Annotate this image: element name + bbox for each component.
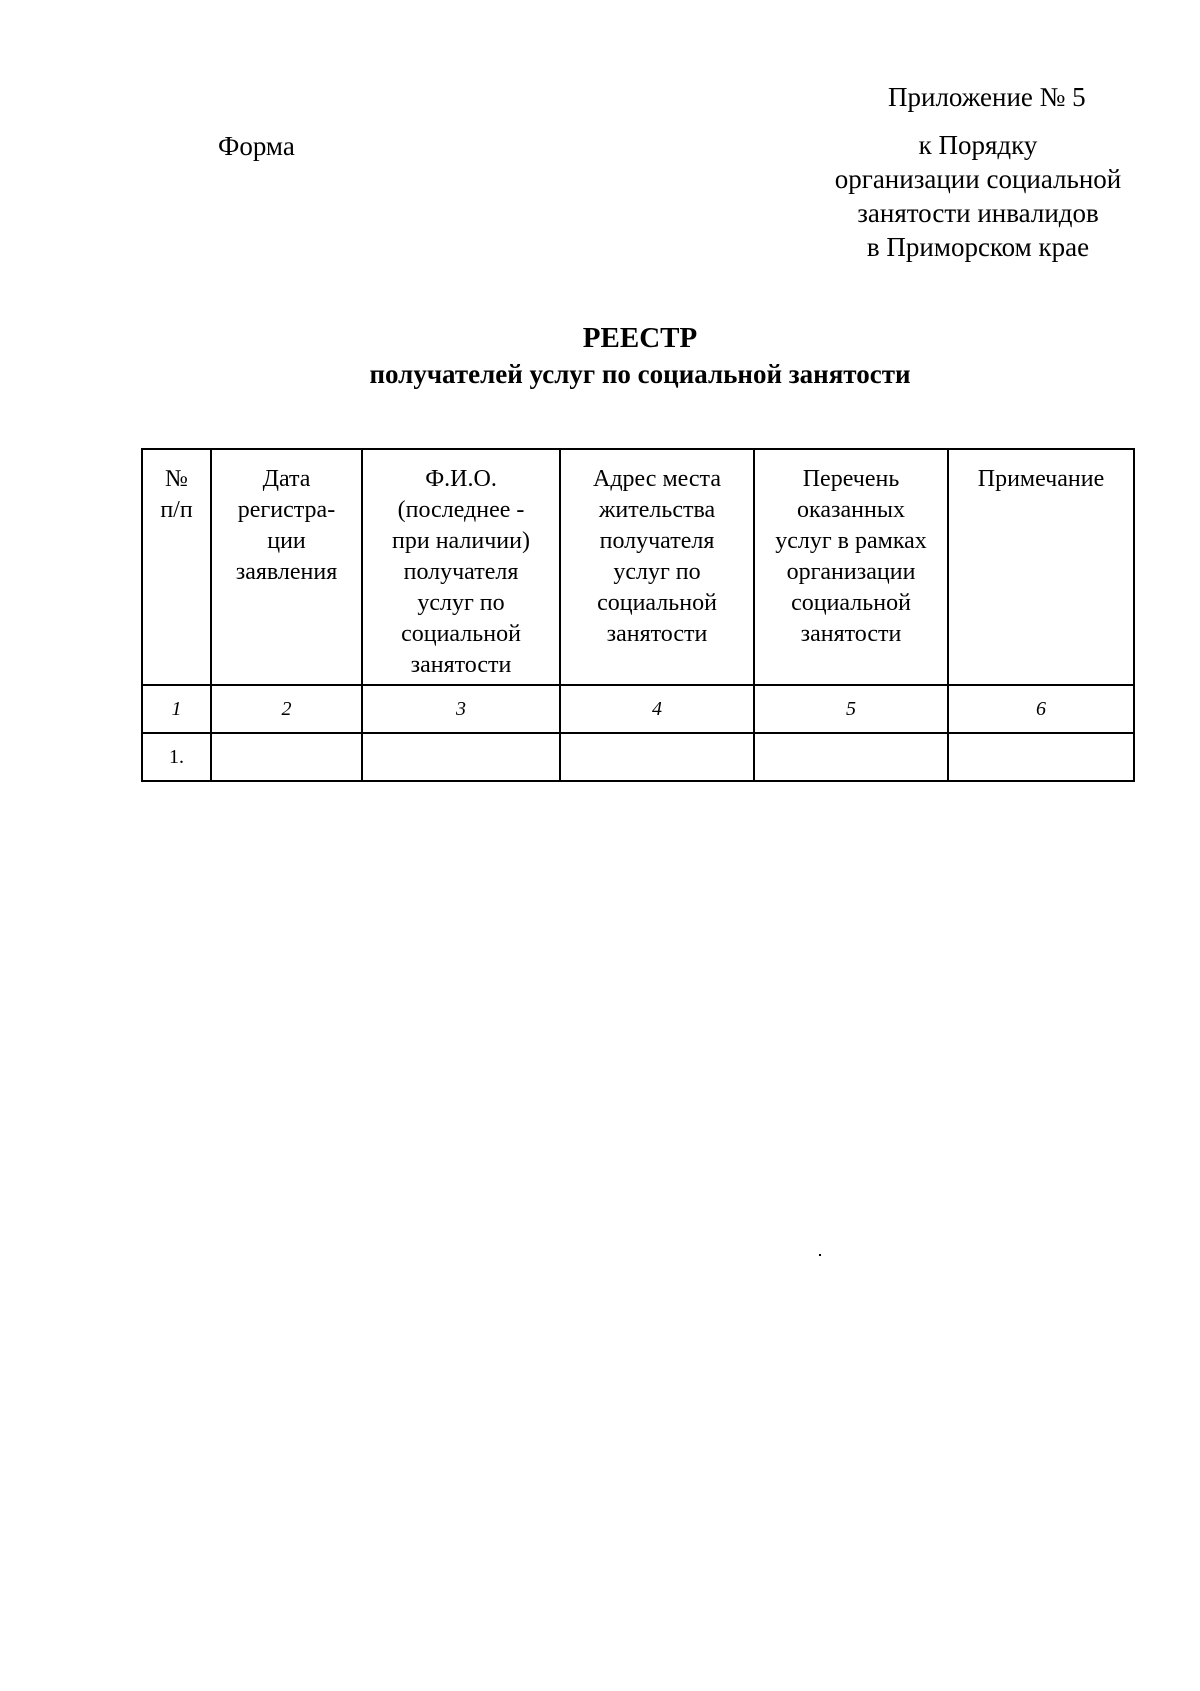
form-label: Форма xyxy=(218,131,295,161)
column-number: 4 xyxy=(560,685,754,733)
address-cell xyxy=(560,733,754,781)
order-ref-line: организации социальной xyxy=(834,164,1122,194)
row-number-cell: 1. xyxy=(142,733,211,781)
order-ref-line: к Порядку xyxy=(918,130,1038,160)
column-header-note: Примечание xyxy=(948,449,1134,685)
column-number: 5 xyxy=(754,685,948,733)
table-row xyxy=(142,733,1134,781)
register-table xyxy=(141,448,1135,782)
order-ref-line: в Приморском крае xyxy=(866,232,1090,262)
column-number: 1 xyxy=(142,685,211,733)
registration-date-cell xyxy=(211,733,362,781)
table-header-row xyxy=(142,449,1134,685)
document-title: РЕЕСТР xyxy=(582,322,698,354)
note-cell xyxy=(948,733,1134,781)
appendix-label: Приложение № 5 xyxy=(888,82,1086,112)
column-number-row xyxy=(142,685,1134,733)
column-header-full-name: Ф.И.О. (последнее - при наличии) получателя услуг по социальной занятости xyxy=(362,449,560,685)
column-number: 6 xyxy=(948,685,1134,733)
column-number: 3 xyxy=(362,685,560,733)
order-reference xyxy=(808,128,1148,264)
column-header-services-list: Перечень оказанных услуг в рамках организации социальной занятости xyxy=(754,449,948,685)
services-cell xyxy=(754,733,948,781)
scan-speck xyxy=(819,1254,821,1256)
column-header-registration-date: Дата регистра- ции заявления xyxy=(211,449,362,685)
column-header-number: № п/п xyxy=(142,449,211,685)
full-name-cell xyxy=(362,733,560,781)
document-subtitle: получателей услуг по социальной занятости xyxy=(369,359,911,389)
order-ref-line: занятости инвалидов xyxy=(857,198,1099,228)
column-number: 2 xyxy=(211,685,362,733)
column-header-address: Адрес места жительства получателя услуг по социальной занятости xyxy=(560,449,754,685)
